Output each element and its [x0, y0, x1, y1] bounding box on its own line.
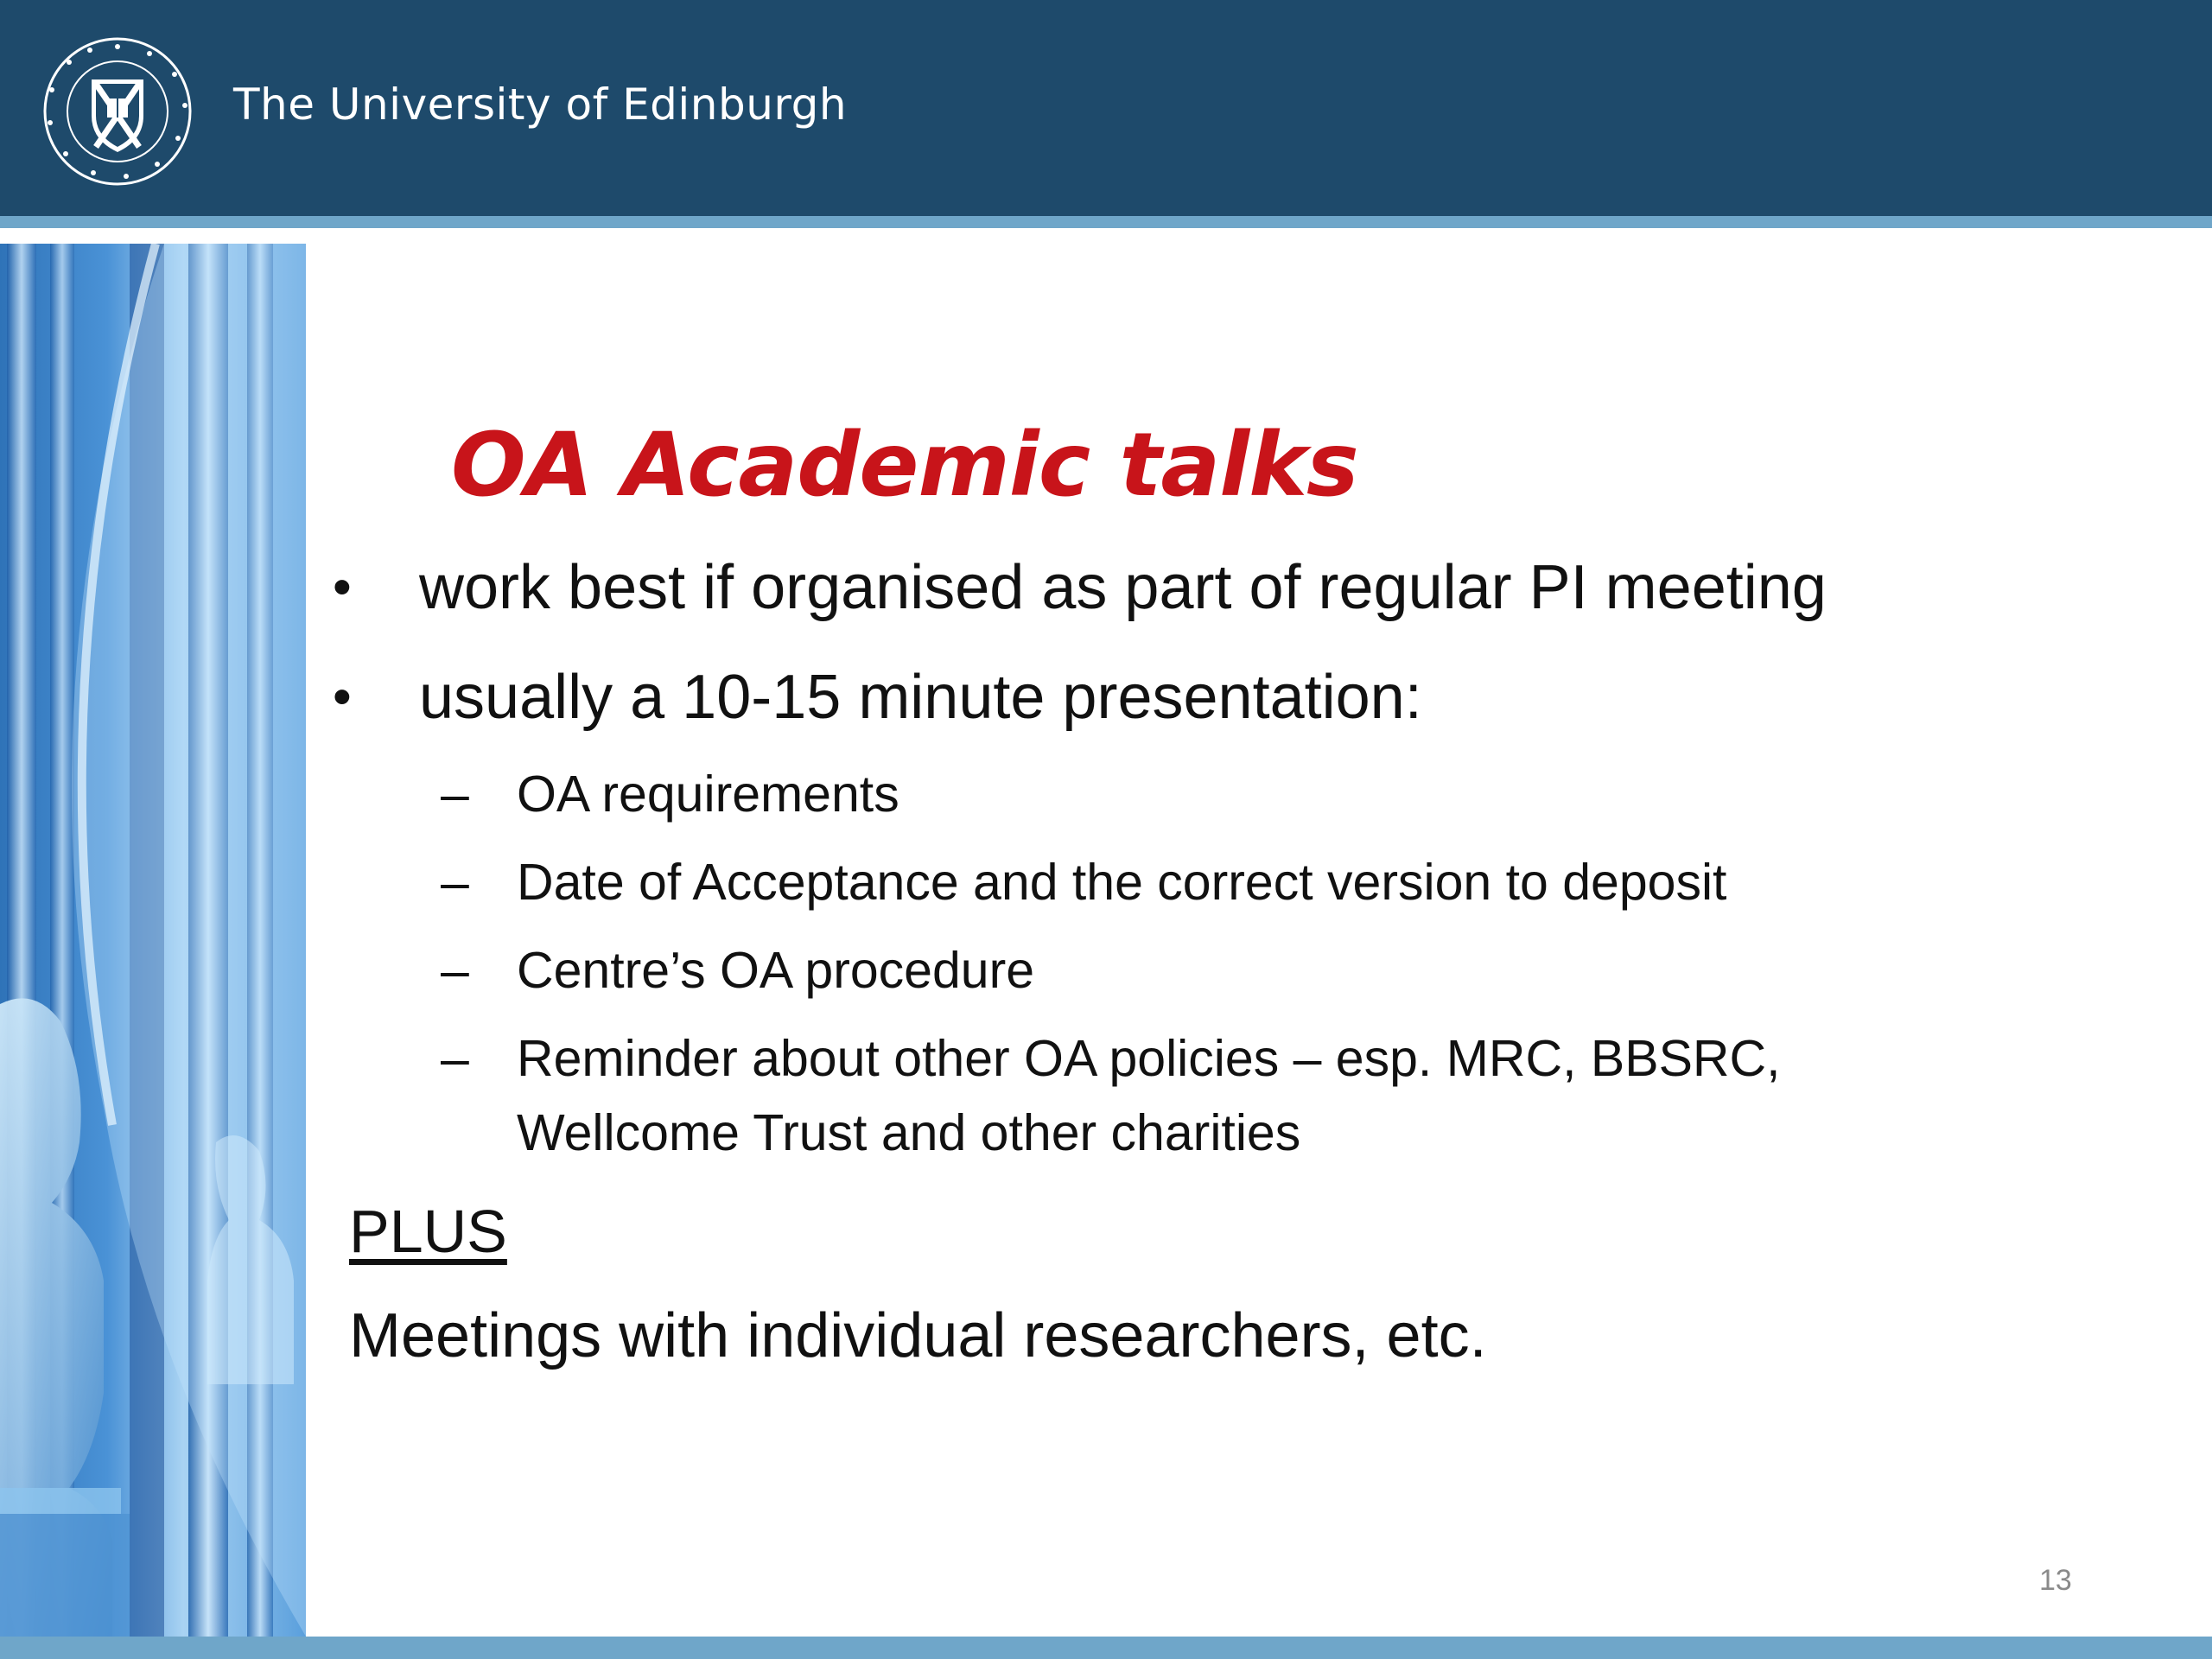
bullet-marker: •: [333, 557, 352, 617]
closing-text: Meetings with individual researchers, etc.: [349, 1301, 1487, 1370]
bullet-text: usually a 10-15 minute presentation:: [419, 663, 1422, 732]
sub-bullet-marker: –: [441, 1030, 469, 1087]
sub-bullet-text: Centre’s OA procedure: [517, 942, 1035, 999]
sub-bullet-marker: –: [441, 854, 469, 911]
sub-bullet-text: Date of Acceptance and the correct version to deposit: [517, 854, 1727, 911]
institution-name: The University of Edinburgh: [233, 79, 848, 130]
bullet-marker: •: [333, 667, 352, 727]
decorative-side-image: [0, 244, 306, 1637]
sub-bullet-text: Wellcome Trust and other charities: [517, 1104, 1301, 1161]
sub-bullet-text: OA requirements: [517, 766, 899, 823]
sub-bullet-text: Reminder about other OA policies – esp. MRC, BBSRC,: [517, 1030, 1781, 1087]
sub-bullet-marker: –: [441, 766, 469, 823]
page-number: 13: [2039, 1564, 2072, 1597]
plus-label: PLUS: [349, 1198, 507, 1265]
university-crest-icon: [36, 36, 199, 187]
footer-stripe: [0, 1637, 2212, 1659]
header-bar: [0, 0, 2212, 216]
bullet-text: work best if organised as part of regular PI meeting: [419, 553, 1827, 622]
sub-bullet-marker: –: [441, 942, 469, 999]
header-stripe: [0, 216, 2212, 228]
slide-title: OA Academic talks: [451, 414, 1358, 517]
